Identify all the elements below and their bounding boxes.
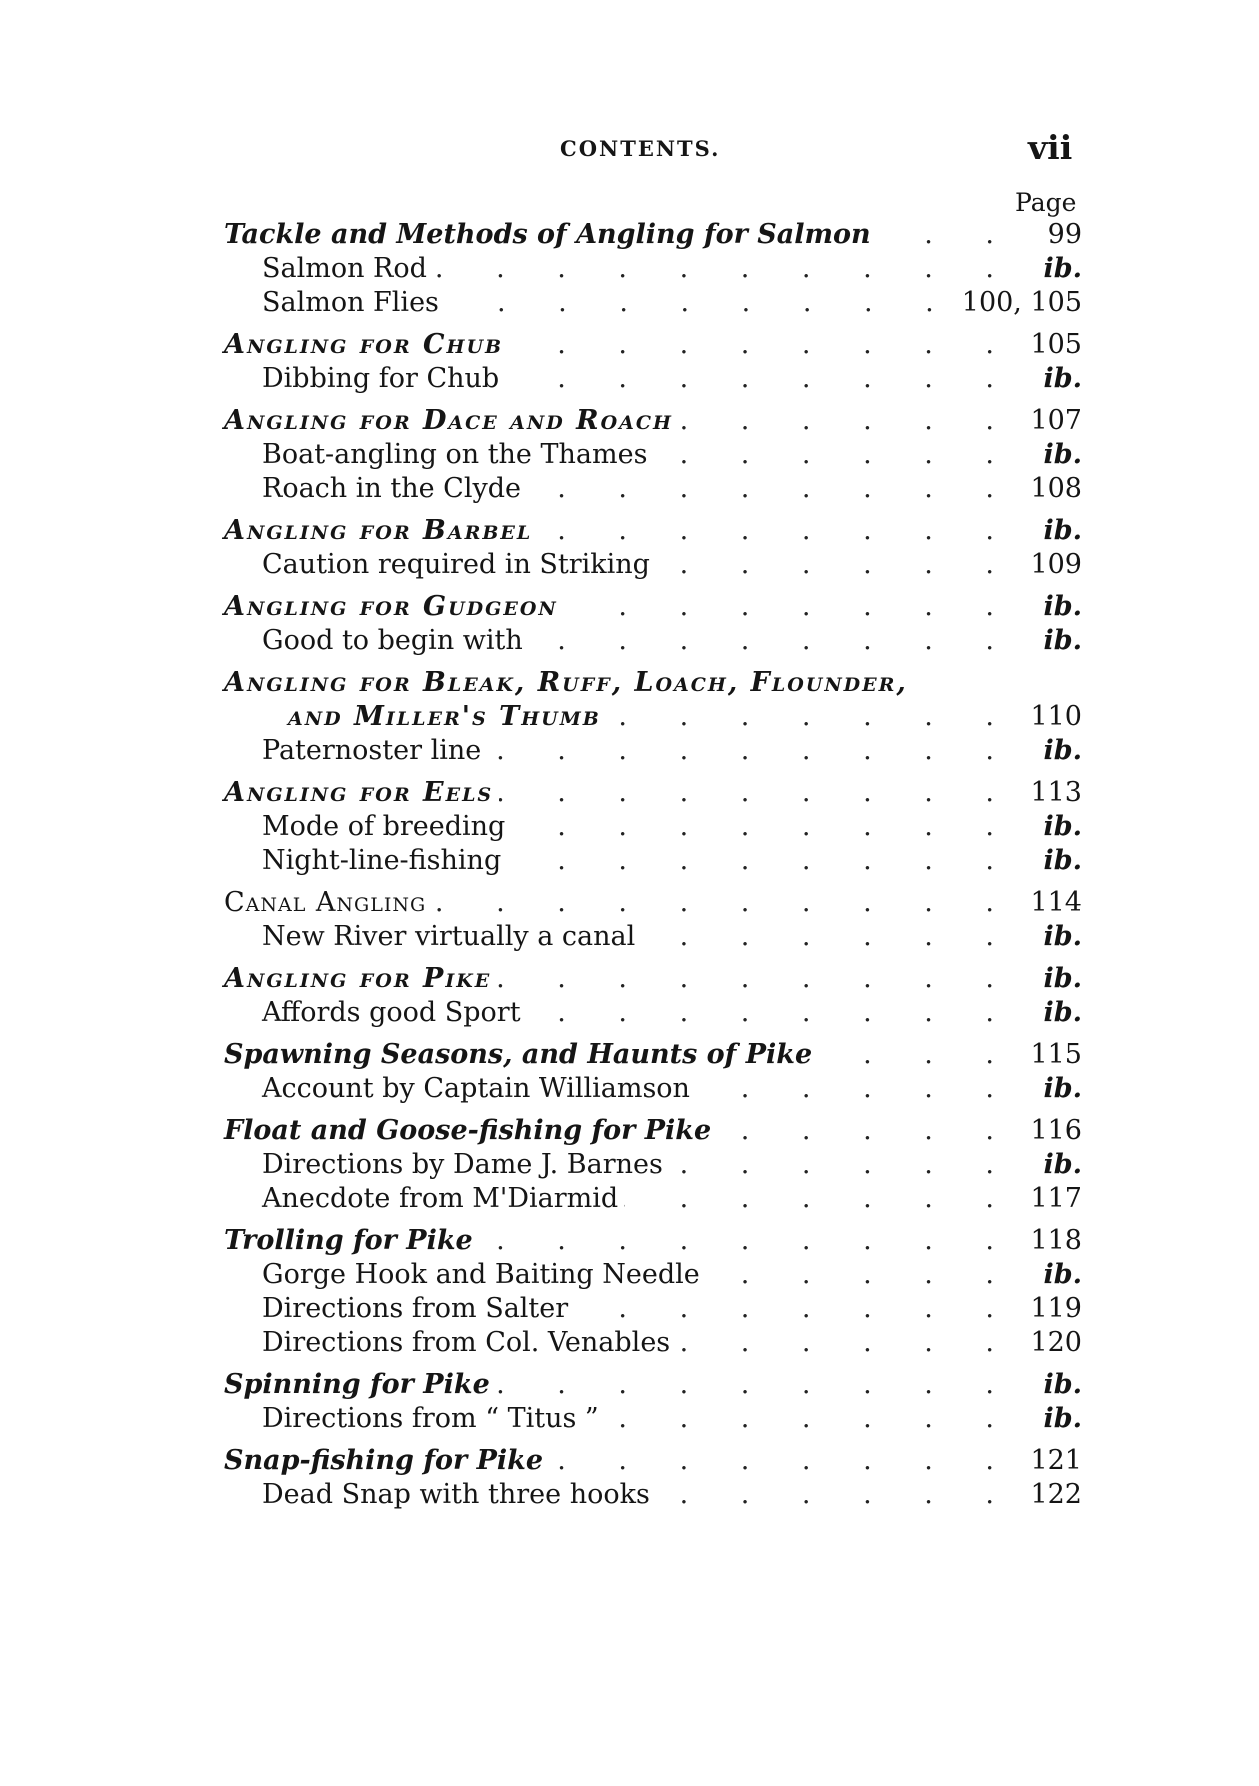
toc-entry — [224, 1478, 1082, 1512]
toc-entry — [224, 1224, 1082, 1258]
dot-leader — [624, 1182, 1016, 1216]
toc-entry-title: Canal Angling — [224, 887, 427, 918]
toc-entry-page: ib. — [1043, 1259, 1082, 1290]
toc-entry-title: Angling for Bleak, Ruff, Loach, Flounder, — [224, 667, 908, 698]
table-of-contents — [224, 218, 1082, 1512]
dot-leader — [717, 1114, 1016, 1148]
running-head — [0, 128, 1259, 168]
toc-entry-page: 114 — [1030, 887, 1082, 918]
toc-entry — [224, 404, 1082, 438]
toc-entry — [224, 1072, 1082, 1106]
toc-entry-title: Directions from Col. Venables — [262, 1327, 671, 1358]
toc-entry — [224, 548, 1082, 582]
toc-entry — [224, 362, 1082, 396]
dot-leader — [505, 362, 1016, 396]
toc-entry-page: 122 — [1030, 1479, 1082, 1510]
toc-entry — [224, 1326, 1082, 1360]
toc-entry-title: Salmon Flies — [262, 287, 439, 318]
dot-leader — [487, 734, 1016, 768]
toc-entry — [224, 252, 1082, 286]
toc-entry-title: Angling for Barbel — [224, 515, 533, 546]
toc-entry-title: Directions by Dame J. Barnes — [262, 1149, 663, 1180]
toc-entry-page: ib. — [1043, 845, 1082, 876]
toc-entry-title: Dead Snap with three hooks — [262, 1479, 650, 1510]
toc-entry-page: 99 — [1047, 219, 1082, 250]
toc-entry-title: Gorge Hook and Baiting Needle — [262, 1259, 700, 1290]
toc-entry-title: Good to begin with — [262, 625, 523, 656]
toc-entry-page: ib. — [1043, 1149, 1082, 1180]
dot-leader — [641, 920, 1016, 954]
dot-leader — [433, 252, 1016, 286]
toc-entry-title: Caution required in Striking — [262, 549, 650, 580]
dot-leader — [696, 1072, 1016, 1106]
dot-leader — [538, 514, 1016, 548]
dot-leader — [529, 624, 1016, 658]
toc-entry-page: ib. — [1043, 1369, 1082, 1400]
dot-leader — [527, 996, 1016, 1030]
dot-leader — [706, 1258, 1016, 1292]
toc-entry-page: 117 — [1030, 1183, 1082, 1214]
dot-leader — [432, 886, 1016, 920]
toc-entry-page: 113 — [1030, 777, 1082, 808]
toc-entry-page: 110 — [1030, 701, 1082, 732]
toc-entry-page: ib. — [1043, 997, 1082, 1028]
toc-entry-title: Spinning for Pike — [224, 1369, 490, 1400]
toc-entry-page: ib. — [1043, 921, 1082, 952]
toc-entry — [224, 700, 1082, 734]
toc-entry-page: 115 — [1030, 1039, 1082, 1070]
toc-entry-title: Roach in the Clyde — [262, 473, 521, 504]
dot-leader — [679, 404, 1016, 438]
toc-entry — [224, 776, 1082, 810]
toc-entry — [224, 590, 1082, 624]
toc-entry-title: Tackle and Methods of Angling for Salmon — [224, 219, 871, 250]
toc-entry — [224, 844, 1082, 878]
dot-leader — [527, 472, 1016, 506]
toc-entry — [224, 1292, 1082, 1326]
toc-entry-page: ib. — [1043, 591, 1082, 622]
toc-entry-page: 119 — [1030, 1293, 1082, 1324]
toc-entry-title: Float and Goose-fishing for Pike — [224, 1115, 712, 1146]
toc-entry — [224, 1148, 1082, 1182]
toc-entry — [224, 886, 1082, 920]
toc-entry-title: Salmon Rod — [262, 253, 427, 284]
dot-leader — [509, 328, 1016, 362]
toc-entry — [224, 962, 1082, 996]
toc-entry-page: ib. — [1043, 625, 1082, 656]
toc-entry-title: and Miller's Thumb — [288, 701, 601, 732]
toc-entry-page: 107 — [1030, 405, 1082, 436]
dot-leader — [574, 1292, 1016, 1326]
toc-entry-page: ib. — [1043, 735, 1082, 766]
toc-entry-title: Angling for Dace and Roach — [224, 405, 673, 436]
dot-leader — [676, 1326, 1016, 1360]
toc-entry-page: 118 — [1030, 1225, 1082, 1256]
toc-entry-page: 116 — [1030, 1115, 1082, 1146]
dot-leader — [511, 810, 1016, 844]
toc-entry — [224, 472, 1082, 506]
dot-leader — [496, 1368, 1016, 1402]
toc-entry-title: Snap-fishing for Pike — [224, 1445, 544, 1476]
toc-entry-title: Night-line-fishing — [262, 845, 502, 876]
dot-leader — [605, 1402, 1016, 1436]
toc-entry — [224, 734, 1082, 768]
page-column-label: Page — [1015, 188, 1077, 217]
dot-leader — [877, 218, 1016, 252]
toc-entry — [224, 1402, 1082, 1436]
toc-entry — [224, 514, 1082, 548]
toc-entry-title: Paternoster line — [262, 735, 482, 766]
toc-entry-page: 108 — [1030, 473, 1082, 504]
toc-entry-page: ib. — [1043, 963, 1082, 994]
toc-entry — [224, 666, 1082, 700]
toc-entry-title: Angling for Eels — [224, 777, 494, 808]
toc-entry-title: Angling for Pike — [224, 963, 492, 994]
dot-leader — [653, 438, 1016, 472]
dot-leader — [818, 1038, 1016, 1072]
toc-entry-page: 109 — [1030, 549, 1082, 580]
toc-entry-page: 121 — [1030, 1445, 1082, 1476]
toc-entry-page: ib. — [1043, 1403, 1082, 1434]
toc-entry-title: Anecdote from M'Diarmid — [262, 1183, 619, 1214]
toc-entry-title: Affords good Sport — [262, 997, 521, 1028]
dot-leader — [549, 1444, 1016, 1478]
toc-entry-title: New River virtually a canal — [262, 921, 636, 952]
toc-entry-title: Trolling for Pike — [224, 1225, 473, 1256]
toc-entry — [224, 1114, 1082, 1148]
toc-entry-page: 105 — [1030, 329, 1082, 360]
toc-entry-title: Dibbing for Chub — [262, 363, 500, 394]
toc-entry-page: ib. — [1043, 253, 1082, 284]
toc-entry — [224, 328, 1082, 362]
toc-entry-title: Angling for Chub — [224, 329, 504, 360]
toc-entry — [224, 996, 1082, 1030]
toc-entry-title: Directions from Salter — [262, 1293, 569, 1324]
toc-entry — [224, 1444, 1082, 1478]
dot-leader — [507, 844, 1016, 878]
toc-entry — [224, 218, 1082, 252]
toc-entry-title: Boat-angling on the Thames — [262, 439, 648, 470]
dot-leader — [656, 1478, 1016, 1512]
running-title: CONTENTS. — [560, 136, 721, 161]
page-number: vii — [1028, 128, 1073, 167]
toc-entry-title: Mode of breeding — [262, 811, 506, 842]
dot-leader — [499, 776, 1016, 810]
toc-entry — [224, 1038, 1082, 1072]
toc-entry-page: ib. — [1043, 811, 1082, 842]
toc-entry-title: Directions from “ Titus ” — [262, 1403, 599, 1434]
toc-entry — [224, 1182, 1082, 1216]
toc-entry-page: ib. — [1043, 1073, 1082, 1104]
dot-leader — [479, 1224, 1016, 1258]
toc-entry-title: Account by Captain Williamson — [262, 1073, 690, 1104]
dot-leader — [607, 700, 1016, 734]
toc-entry-page: ib. — [1043, 515, 1082, 546]
toc-entry-title: Angling for Gudgeon — [224, 591, 558, 622]
toc-entry — [224, 286, 1082, 320]
toc-entry-page: ib. — [1043, 363, 1082, 394]
toc-entry — [224, 810, 1082, 844]
toc-entry-page: 120 — [1030, 1327, 1082, 1358]
toc-entry-title: Spawning Seasons, and Haunts of Pike — [224, 1039, 813, 1070]
toc-entry — [224, 1258, 1082, 1292]
dot-leader — [445, 286, 956, 320]
toc-entry — [224, 624, 1082, 658]
dot-leader — [656, 548, 1016, 582]
toc-entry-page: ib. — [1043, 439, 1082, 470]
toc-entry — [224, 438, 1082, 472]
dot-leader — [564, 590, 1016, 624]
dot-leader — [497, 962, 1016, 996]
dot-leader — [669, 1148, 1016, 1182]
toc-entry — [224, 1368, 1082, 1402]
toc-entry — [224, 920, 1082, 954]
toc-entry-page: 100, 105 — [961, 287, 1082, 318]
